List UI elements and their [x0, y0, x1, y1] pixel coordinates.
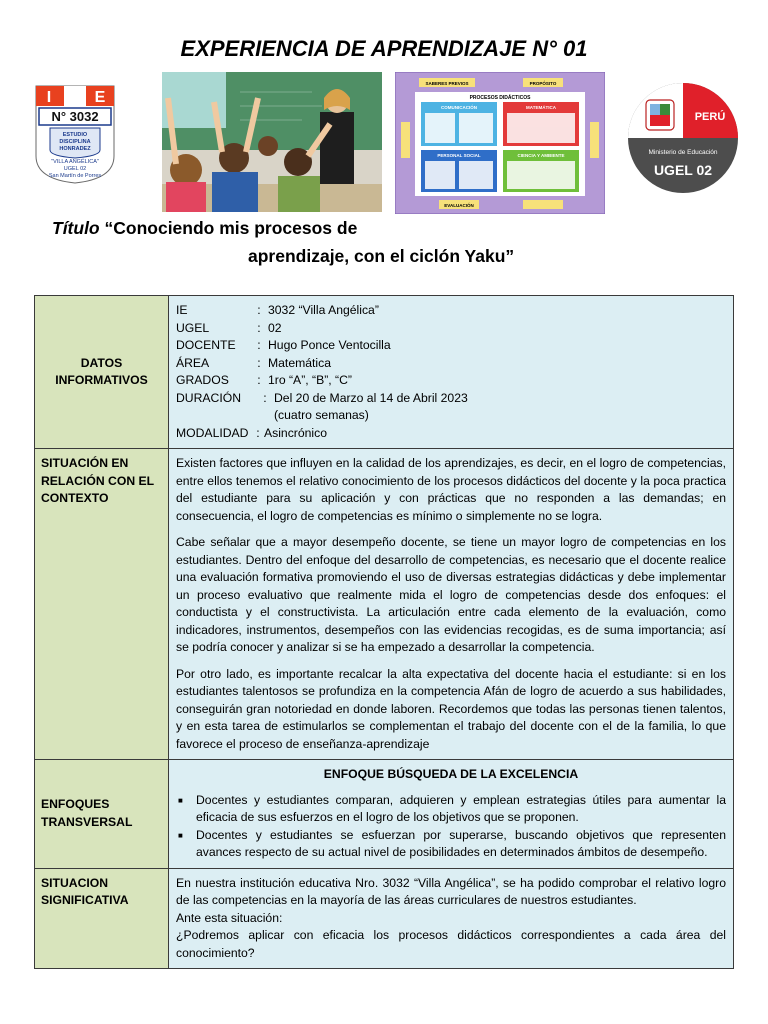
significativa-label: SITUACION SIGNIFICATIVA: [35, 868, 169, 969]
ie-number: N° 3032: [51, 109, 99, 124]
svg-text:San Martín de Porres: San Martín de Porres: [48, 173, 102, 179]
significativa-paragraph-1: En nuestra institución educativa Nro. 3032 “Villa Angélica”, se ha podido comprobar el relativo logro de las competencias en la mayoría de las áreas curriculares de nuestros estudiantes.: [176, 875, 726, 907]
svg-text:PERSONAL SOCIAL: PERSONAL SOCIAL: [437, 153, 481, 158]
svg-text:"VILLA ANGÉLICA": "VILLA ANGÉLICA": [51, 159, 99, 165]
enfoque-bullet-2: ■ Docentes y estudiantes se esfuerzan por superarse, buscando objetivos que representen avances respecto de su actual nivel de posibilidades en determinados ámbitos de desempeño.: [190, 827, 726, 862]
experience-table: [34, 295, 734, 969]
info-row-duracion: DURACIÓN : Del 20 de Marzo al 14 de Abril 2023: [176, 390, 468, 405]
info-row-area: ÁREA : Matemática: [176, 355, 331, 370]
situacion-paragraph-2: Cabe señalar que a mayor desempeño docente, se tiene un mayor logro de competencias en los estudiantes. Dentro del enfoque del desarrollo de competencias, es necesario que el docente realice una evaluación formativa promoviendo el uso de diversas estrategias didácticas y debe implementar un proceso evaluativo que realmente mida el logro de competencias desde dos enfoques: el conductista y el constructivista. La articulación entre cada elemento de la evaluación, como indicadores, instrumentos, desempeños con las evidencias recogidas, es de suma importancia; así se podría conocer y analizar si se ha empezado a desarrollar la competencia.: [176, 535, 726, 654]
title-text-1: “Conociendo mis procesos de: [104, 218, 358, 238]
svg-text:PROPÓSITO: PROPÓSITO: [529, 81, 557, 86]
ie-letter-e: E: [94, 89, 106, 106]
page-title: EXPERIENCIA DE APRENDIZAJE N° 01: [180, 36, 588, 61]
classroom-photo: [162, 72, 382, 212]
activity-title-line2: aprendizaje, con el ciclón Yaku”: [248, 246, 515, 266]
enfoques-row: [35, 760, 734, 869]
datos-label: DATOS INFORMATIVOS: [35, 296, 169, 449]
ministry-logo: [624, 82, 742, 194]
svg-text:COMUNICACIÓN: COMUNICACIÓN: [441, 105, 477, 110]
info-row-modalidad: MODALIDAD : Asincrónico: [176, 425, 327, 440]
svg-text:ESTUDIO: ESTUDIO: [62, 132, 88, 138]
svg-text:HONRADEZ: HONRADEZ: [59, 146, 91, 152]
enfoques-content: [169, 760, 734, 869]
svg-text:DISCIPLINA: DISCIPLINA: [59, 139, 91, 145]
situacion-row: [35, 449, 734, 760]
ugel-label: UGEL 02: [653, 162, 713, 178]
activity-title-line1: [52, 218, 357, 239]
significativa-paragraph-2: Ante esta situación:: [176, 910, 283, 925]
school-logo: [34, 84, 116, 184]
svg-text:CIENCIA Y AMBIENTE: CIENCIA Y AMBIENTE: [517, 153, 565, 158]
svg-text:PROCESOS DIDÁCTICOS: PROCESOS DIDÁCTICOS: [469, 95, 531, 101]
svg-text:MATEMÁTICA: MATEMÁTICA: [526, 105, 556, 110]
info-row-grados: GRADOS : 1ro “A”, “B”, “C”: [176, 373, 352, 387]
info-row-docente: DOCENTE : Hugo Ponce Ventocilla: [176, 338, 391, 352]
didactic-processes-diagram: [395, 72, 605, 214]
enfoques-label: ENFOQUES TRANSVERSAL: [35, 760, 169, 869]
significativa-row: [35, 868, 734, 969]
significativa-content: [169, 868, 734, 969]
situacion-paragraph-1: Existen factores que influyen en la calidad de los aprendizajes, es decir, en el logro de competencias, entre ellos tenemos el relativo conocimiento de los procesos didácticos del docente y la poca practica del estudiante para su aplicación y con prácticas que no responden a las demandas; en consecuencia, el logro de competencias es mínimo o simplemente no se logra.: [176, 456, 726, 523]
situacion-paragraph-3: Por otro lado, es importante recalcar la alta expectativa del docente hacia el estudiante: si en los estudiantes talentosos se profundiza en la competencia Afán de logro de acuerdo a sus habilidades, conseguirán gran notoriedad en donde laboren. Recordemos que todas las personas tienen talentos, y en esta tarea de estimularlos se complementan el trabajo del docente con el de la familia, lo que favorece el proceso de enseñanza-aprendizaje: [176, 666, 726, 751]
svg-text:UGEL 02: UGEL 02: [63, 166, 87, 172]
ministry-label: Ministerio de Educación: [648, 149, 718, 156]
info-row-ie: IE : 3032 “Villa Angélica”: [176, 303, 379, 317]
situacion-label: SITUACIÓN EN RELACIÓN CON EL CONTEXTO: [35, 449, 169, 760]
datos-row: [35, 296, 734, 449]
svg-text:SABERES PREVIOS: SABERES PREVIOS: [425, 81, 469, 86]
ie-letter-i: I: [46, 89, 52, 106]
info-row-ugel: UGEL : 02: [176, 320, 282, 335]
info-row-duracion-note: (cuatro semanas): [274, 408, 369, 422]
enfoque-bullet-1: ■ Docentes y estudiantes comparan, adquieren y emplean estrategias útiles para aumentar la eficacia de sus esfuerzos en el logro de los objetivos que se proponen.: [190, 792, 726, 827]
situacion-content: [169, 449, 734, 760]
title-label: Título: [52, 218, 100, 238]
significativa-question: ¿Podremos aplicar con eficacia los procesos didácticos correspondientes a cada área del conocimiento?: [176, 928, 726, 960]
datos-content: [169, 296, 734, 449]
enfoque-list: [176, 792, 726, 862]
enfoque-heading: ENFOQUE BÚSQUEDA DE LA EXCELENCIA: [323, 767, 579, 781]
svg-text:EVALUACIÓN: EVALUACIÓN: [444, 203, 474, 208]
country-label: PERÚ: [694, 111, 726, 123]
